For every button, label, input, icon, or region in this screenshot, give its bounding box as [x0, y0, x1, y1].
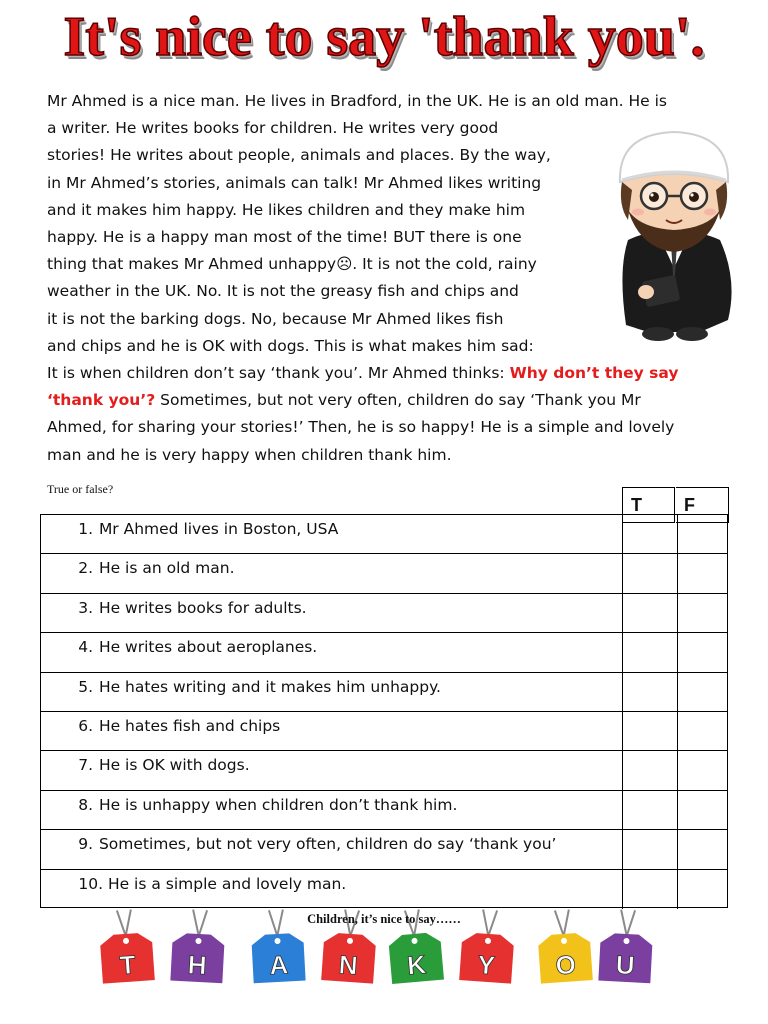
- false-answer-box[interactable]: [677, 791, 729, 829]
- worksheet-title: It's nice to say 'thank you'.: [63, 6, 705, 68]
- question-text: [41, 677, 621, 697]
- question-statement: He writes about aeroplanes.: [98, 638, 318, 657]
- tag-letter: T: [118, 949, 137, 981]
- true-false-table: [40, 514, 728, 908]
- table-row: [41, 633, 727, 672]
- question-statement: He writes books for adults.: [98, 598, 307, 617]
- exercise-label: True or false?: [47, 482, 114, 496]
- question-statement: He is a simple and lovely man.: [107, 874, 347, 893]
- question-statement: He hates writing and it makes him unhappy.: [98, 677, 441, 696]
- true-answer-box[interactable]: [622, 594, 677, 632]
- highlighted-question: ‘thank you’?: [47, 391, 156, 410]
- false-column-header: F: [676, 487, 729, 523]
- false-answer-box[interactable]: [677, 673, 729, 711]
- question-statement: He is an old man.: [98, 559, 235, 578]
- question-number: 10.: [78, 874, 103, 893]
- question-text: [41, 755, 621, 775]
- question-statement: Mr Ahmed lives in Boston, USA: [98, 520, 339, 538]
- true-answer-box[interactable]: [622, 554, 677, 592]
- true-answer-box[interactable]: [622, 633, 677, 671]
- passage-line: and chips and he is OK with dogs. This is what makes him sad:: [47, 336, 534, 355]
- passage-line: stories! He writes about people, animals and places. By the way,: [47, 146, 551, 165]
- true-answer-box[interactable]: [622, 712, 677, 750]
- question-number: 9.: [78, 835, 93, 854]
- table-row: [41, 712, 727, 751]
- question-statement: He is OK with dogs.: [98, 756, 250, 775]
- true-answer-box[interactable]: [622, 791, 677, 829]
- question-number: 8.: [78, 795, 93, 814]
- true-answer-box[interactable]: [622, 673, 677, 711]
- question-text: [41, 558, 621, 578]
- question-number: 5.: [78, 677, 93, 696]
- true-answer-box[interactable]: [622, 751, 677, 789]
- false-answer-box[interactable]: [677, 751, 729, 789]
- passage-line: [47, 360, 747, 387]
- question-text: [41, 834, 621, 854]
- question-statement: He is unhappy when children don’t thank him.: [98, 795, 458, 814]
- table-row: [41, 830, 727, 869]
- true-answer-box[interactable]: [622, 870, 677, 909]
- question-text: [41, 637, 621, 657]
- question-number: 2.: [78, 559, 93, 578]
- question-number: 7.: [78, 756, 93, 775]
- table-row: [41, 791, 727, 830]
- teacher-illustration: [588, 120, 758, 350]
- table-row: [41, 515, 727, 554]
- passage-line: man and he is very happy when children thank him.: [47, 445, 452, 464]
- passage-line: and it makes him happy. He likes children and they make him: [47, 200, 526, 219]
- question-number: 6.: [78, 717, 93, 735]
- passage-line: thing that makes Mr Ahmed unhappy☹. It is not the cold, rainy: [47, 255, 537, 274]
- tag-letter: A: [268, 949, 289, 981]
- table-row: [41, 594, 727, 633]
- true-answer-box[interactable]: [622, 515, 677, 553]
- table-row: [41, 870, 727, 909]
- false-answer-box[interactable]: [677, 554, 729, 592]
- question-text: [41, 874, 621, 894]
- tag-letter: Y: [476, 949, 496, 981]
- passage-line: in Mr Ahmed’s stories, animals can talk! Mr Ahmed likes writing: [47, 173, 542, 192]
- passage-line: [47, 387, 747, 414]
- banner-caption: Children, it’s nice to say……: [307, 912, 461, 926]
- false-answer-box[interactable]: [677, 830, 729, 868]
- question-number: 3.: [78, 598, 93, 617]
- false-answer-box[interactable]: [677, 633, 729, 671]
- passage-line: Mr Ahmed is a nice man. He lives in Bradford, in the UK. He is an old man. He is: [47, 92, 667, 110]
- table-row: [41, 751, 727, 790]
- false-answer-box[interactable]: [677, 515, 729, 553]
- passage-line: Ahmed, for sharing your stories!’ Then, he is so happy! He is a simple and lovely: [47, 418, 675, 437]
- tag-letter: O: [554, 949, 577, 981]
- true-column-header: T: [622, 487, 675, 523]
- table-row: [41, 554, 727, 593]
- passage-text: Sometimes, but not very often, children do say ‘Thank you Mr: [155, 391, 641, 410]
- tag-letter: H: [187, 949, 208, 981]
- question-statement: He hates fish and chips: [98, 717, 281, 735]
- question-text: [41, 716, 621, 736]
- passage-line: weather in the UK. No. It is not the greasy fish and chips and: [47, 282, 519, 301]
- tag-letter: N: [337, 949, 359, 981]
- tag-letter: K: [405, 949, 428, 981]
- tag-letter: U: [615, 949, 636, 981]
- question-statement: Sometimes, but not very often, children do say ‘thank you’: [98, 835, 557, 854]
- passage-line: it is not the barking dogs. No, because Mr Ahmed likes fish: [47, 309, 504, 328]
- passage-text: It is when children don’t say ‘thank you’. Mr Ahmed thinks:: [47, 364, 510, 383]
- highlighted-question: Why don’t they say: [509, 364, 679, 383]
- table-row: [41, 673, 727, 712]
- question-number: 1.: [78, 520, 93, 538]
- true-answer-box[interactable]: [622, 830, 677, 868]
- false-answer-box[interactable]: [677, 870, 729, 909]
- question-text: [41, 795, 621, 815]
- question-text: [41, 598, 621, 618]
- false-answer-box[interactable]: [677, 712, 729, 750]
- question-number: 4.: [78, 638, 93, 657]
- false-answer-box[interactable]: [677, 594, 729, 632]
- passage-line: happy. He is a happy man most of the time! BUT there is one: [47, 228, 522, 247]
- question-text: [41, 519, 621, 539]
- passage-line: a writer. He writes books for children. He writes very good: [47, 119, 499, 138]
